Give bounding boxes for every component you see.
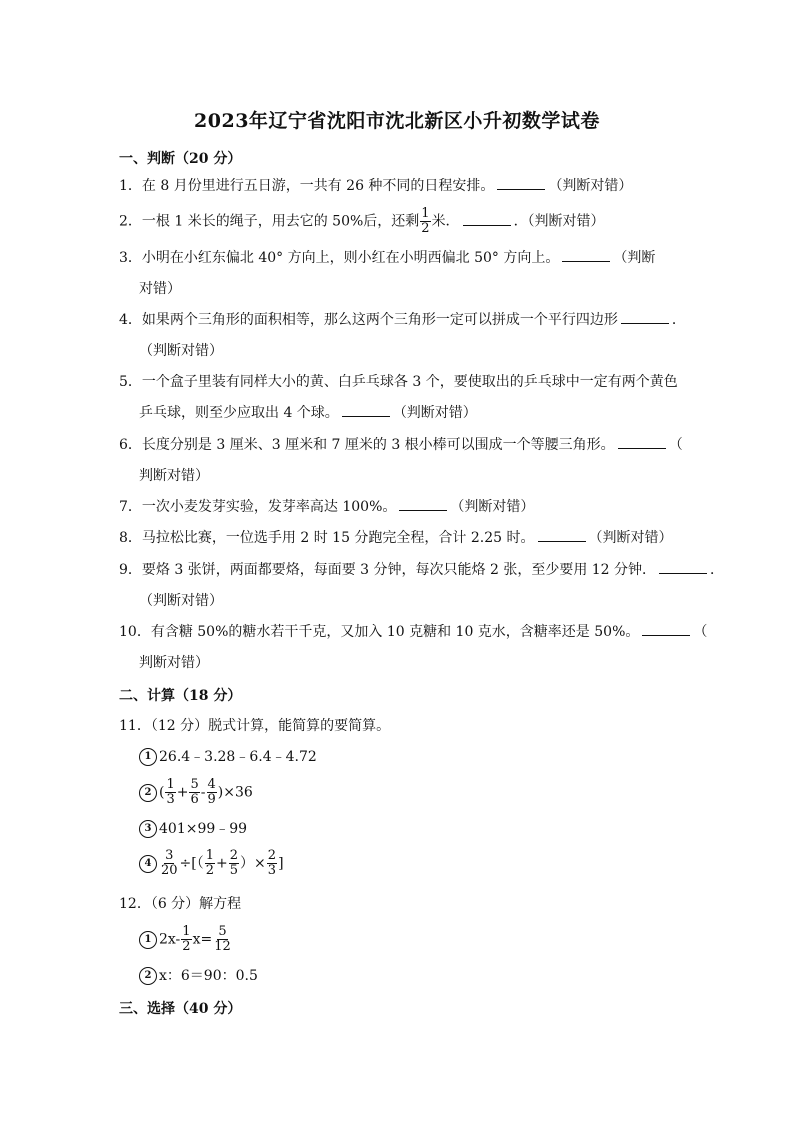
- question-2: [119, 207, 605, 236]
- question-9-continued: （判断对错）: [139, 593, 223, 609]
- fraction-numerator: 3: [165, 848, 174, 863]
- question-2-suffix: ．（判断对错）: [513, 213, 605, 230]
- fraction: [165, 778, 175, 807]
- fraction: [207, 778, 217, 807]
- answer-blank[interactable]: [642, 623, 690, 636]
- question-11-part-1: [139, 748, 317, 766]
- answer-blank[interactable]: [618, 436, 666, 449]
- answer-blank[interactable]: [342, 404, 390, 417]
- question-8-suffix: （判断对错）: [588, 530, 673, 546]
- close-paren-times: )×36: [217, 784, 253, 801]
- answer-blank[interactable]: [538, 529, 586, 542]
- close-bracket: ]: [278, 855, 284, 872]
- question-10-text: 10．有含糖 50%的糖水若干千克，又加入 10 克糖和 10 克水，含糖率还是 50%。: [119, 624, 640, 640]
- fraction-numerator: 2: [229, 848, 239, 863]
- fraction-denominator: 2: [421, 221, 430, 236]
- question-10-suffix: （: [693, 624, 708, 640]
- circled-number-2: 2: [139, 784, 157, 802]
- plus-operator: +: [216, 855, 228, 872]
- page-title: 2023年辽宁省沈阳市沈北新区小升初数学试卷: [194, 110, 600, 132]
- fraction: [267, 849, 277, 878]
- question-1: [119, 177, 632, 195]
- question-6: [119, 436, 683, 454]
- equation-2: x：6＝90：0.5: [159, 968, 258, 984]
- fraction-numerator: 5: [190, 777, 199, 792]
- fraction: [205, 849, 215, 878]
- fraction-denominator: 12: [214, 939, 231, 954]
- section-heading-choice: 三、选择（40 分）: [119, 1001, 242, 1017]
- question-12-equation-1: [139, 925, 233, 954]
- question-11: 11．（12 分）脱式计算，能简算的要简算。: [119, 718, 391, 734]
- section-heading-judgement: 一、判断（20 分）: [119, 151, 242, 167]
- fraction-denominator: 3: [166, 792, 175, 807]
- fraction: [213, 925, 232, 954]
- fraction-denominator: 20: [161, 863, 178, 878]
- fraction-one-half: [420, 207, 430, 236]
- question-3-text: 3．小明在小红东偏北 40° 方向上，则小红在小明西偏北 50° 方向上。: [119, 250, 560, 266]
- answer-blank[interactable]: [621, 311, 669, 324]
- question-3: [119, 249, 655, 267]
- question-4-continued: （判断对错）: [139, 343, 223, 359]
- question-12-equation-2: [139, 967, 258, 985]
- fraction-numerator: 5: [218, 924, 227, 939]
- fraction-numerator: 1: [205, 848, 215, 863]
- question-5-continued: [139, 404, 477, 422]
- question-8-text: 8．马拉松比赛，一位选手用 2 时 15 分跑完全程，合计 2.25 时。: [119, 530, 535, 546]
- fraction-numerator: 4: [207, 777, 216, 792]
- answer-blank[interactable]: [463, 213, 511, 226]
- answer-blank[interactable]: [497, 177, 545, 190]
- expression-3: 401×99﹣99: [159, 821, 248, 837]
- question-11-part-3: [139, 820, 247, 838]
- fraction-denominator: 6: [190, 792, 199, 807]
- fraction: [189, 778, 199, 807]
- question-6-suffix: （: [668, 437, 683, 453]
- fraction-numerator: 1: [182, 924, 191, 939]
- fraction: [181, 925, 191, 954]
- circled-number-4: 4: [139, 855, 157, 873]
- question-2-text: 2．一根 1 米长的绳子，用去它的 50%后，还剩: [119, 213, 420, 230]
- question-4-text: 4．如果两个三角形的面积相等，那么这两个三角形一定可以拼成一个平行四边形: [119, 312, 618, 328]
- question-4-suffix: ．: [671, 312, 686, 328]
- question-2-after: 米．: [431, 213, 460, 230]
- question-9-text: 9．要烙 3 张饼，两面都要烙，每面要 3 分钟，每次只能烙 2 张，至少要用 12 分钟．: [119, 562, 657, 578]
- open-paren: (: [159, 784, 165, 801]
- minus-operator: -: [200, 784, 206, 801]
- question-5-suffix: （判断对错）: [392, 405, 477, 421]
- fraction: [160, 849, 179, 878]
- fraction-denominator: 3: [267, 863, 277, 878]
- question-5-text: 乒乓球，则至少应取出 4 个球。: [139, 405, 339, 421]
- question-7-suffix: （判断对错）: [450, 499, 535, 515]
- equation-middle: x=: [192, 931, 213, 948]
- equation-left: 2x-: [159, 931, 181, 948]
- fraction-numerator: 2: [267, 848, 277, 863]
- question-4: [119, 311, 686, 329]
- question-12: 12．（6 分）解方程: [119, 896, 242, 912]
- question-11-part-2: [139, 778, 253, 807]
- question-6-continued: 判断对错）: [139, 468, 209, 484]
- fraction-denominator: 5: [229, 863, 239, 878]
- fraction-denominator: 2: [182, 939, 191, 954]
- close-paren-times: ）×: [240, 855, 266, 872]
- question-5: 5．一个盒子里装有同样大小的黄、白乒乓球各 3 个，要使取出的乒乓球中一定有两个黄色: [119, 374, 678, 390]
- circled-number-1: 1: [139, 748, 157, 766]
- answer-blank[interactable]: [659, 561, 707, 574]
- question-1-suffix: （判断对错）: [548, 178, 633, 194]
- fraction-denominator: 9: [207, 792, 216, 807]
- circled-number-1: 1: [139, 931, 157, 949]
- question-3-continued: 对错）: [139, 281, 181, 297]
- circled-number-2: 2: [139, 967, 157, 985]
- circled-number-3: 3: [139, 820, 157, 838]
- plus-operator: +: [176, 784, 189, 801]
- fraction-numerator: 1: [166, 777, 175, 792]
- answer-blank[interactable]: [562, 249, 610, 262]
- section-heading-calculation: 二、计算（18 分）: [119, 688, 242, 704]
- question-6-text: 6．长度分别是 3 厘米、3 厘米和 7 厘米的 3 根小棒可以围成一个等腰三角形。: [119, 437, 615, 453]
- fraction: [229, 849, 239, 878]
- question-7-text: 7．一次小麦发芽实验，发芽率高达 100%。: [119, 499, 397, 515]
- divide-bracket: ÷[（: [179, 855, 204, 872]
- question-3-suffix: （判断: [613, 250, 656, 266]
- question-10-continued: 判断对错）: [139, 655, 209, 671]
- question-11-part-4: [139, 849, 284, 878]
- answer-blank[interactable]: [399, 498, 447, 511]
- question-1-text: 1．在 8 月份里进行五日游，一共有 26 种不同的日程安排。: [119, 178, 495, 194]
- question-10: [119, 623, 707, 641]
- question-8: [119, 529, 673, 547]
- question-7: [119, 498, 534, 516]
- fraction-numerator: 1: [421, 206, 430, 221]
- fraction-denominator: 2: [205, 863, 215, 878]
- question-9-suffix: ．: [710, 562, 725, 578]
- expression-1: 26.4﹣3.28﹣6.4﹣4.72: [159, 749, 317, 765]
- question-9: [119, 561, 724, 579]
